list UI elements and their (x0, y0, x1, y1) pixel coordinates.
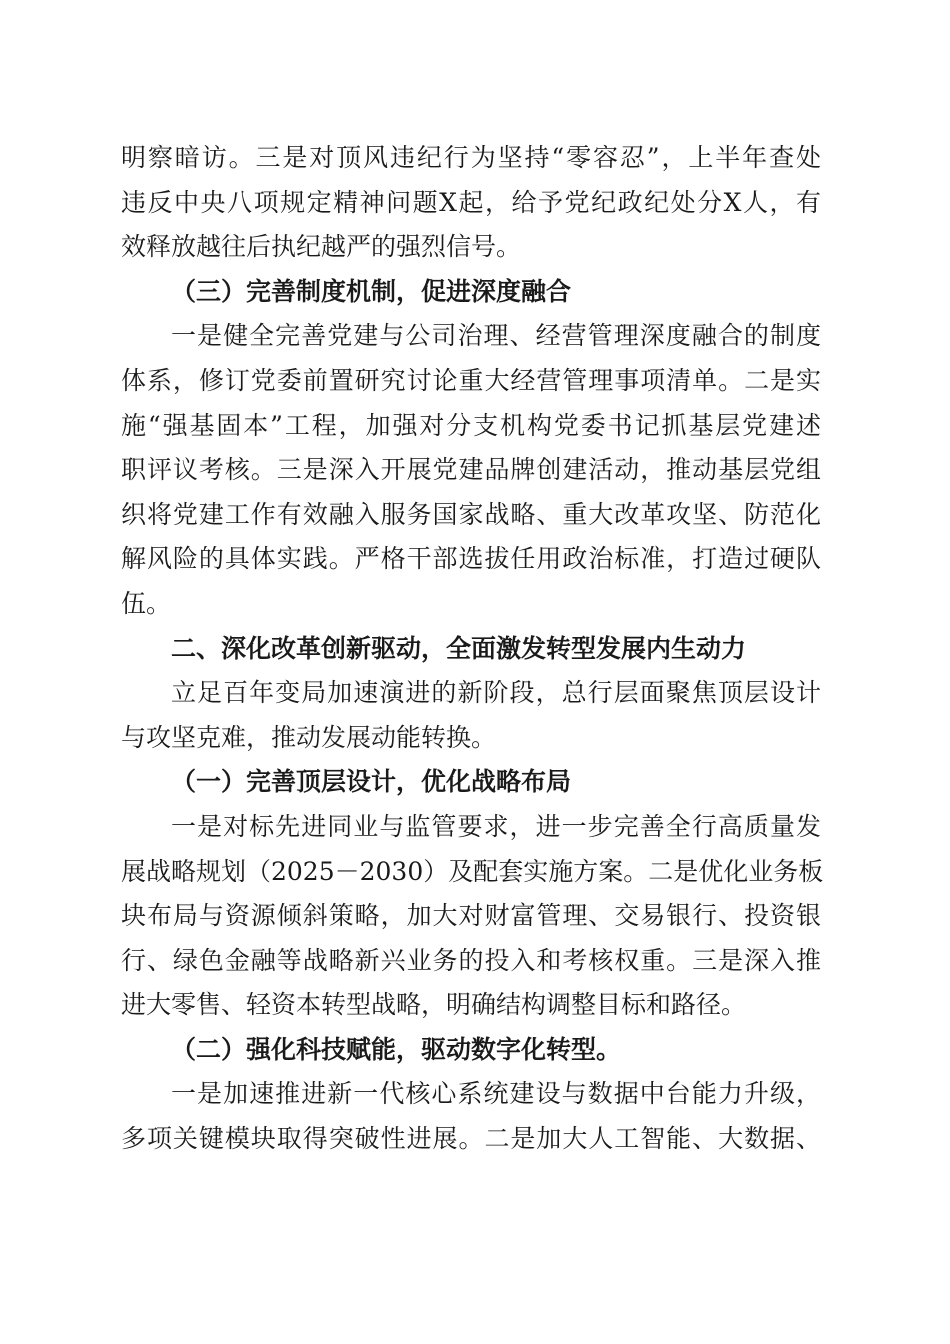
paragraph-line: 一是对标先进同业与监管要求，进一步完善全行高质量发 (171, 811, 821, 841)
paragraph-line: 明察暗访。三是对顶风违纪行为坚持“零容忍”，上半年查处 (121, 143, 821, 172)
paragraph-line: 施“强基固本”工程，加强对分支机构党委书记抓基层党建述 (121, 410, 821, 440)
paragraph-line: 进大零售、轻资本转型战略，明确结构调整目标和路径。 (121, 990, 747, 1020)
paragraph-line: 效释放越往后执纪越严的强烈信号。 (121, 232, 522, 262)
paragraph-line: 一是加速推进新一代核心系统建设与数据中台能力升级， (171, 1079, 821, 1109)
paragraph-line: 立足百年变局加速演进的新阶段，总行层面聚焦顶层设计 (171, 678, 821, 708)
document-body (121, 136, 824, 1162)
paragraph-line: 展战略规划（2025－2030）及配套实施方案。二是优化业务板 (121, 856, 824, 886)
paragraph-line: 职评议考核。三是深入开展党建品牌创建活动，推动基层党组 (121, 455, 821, 485)
paragraph-line: 行、绿色金融等战略新兴业务的投入和考核权重。三是深入推 (121, 945, 821, 975)
paragraph-line: 解风险的具体实践。严格干部选拔任用政治标准，打造过硬队 (121, 544, 821, 574)
section-heading: （一）完善顶层设计，优化战略布局 (171, 767, 572, 797)
paragraph-line: 一是健全完善党建与公司治理、经营管理深度融合的制度 (171, 321, 821, 351)
paragraph-line: 织将党建工作有效融入服务国家战略、重大改革攻坚、防范化 (121, 499, 821, 529)
section-heading: （三）完善制度机制，促进深度融合 (171, 276, 572, 306)
section-heading: （二）强化科技赋能，驱动数字化转型。 (171, 1034, 622, 1064)
paragraph-line: 体系，修订党委前置研究讨论重大经营管理事项清单。二是实 (121, 365, 821, 395)
paragraph-line: 违反中央八项规定精神问题X起，给予党纪政纪处分X人，有 (121, 187, 821, 217)
chapter-heading: 二、深化改革创新驱动，全面激发转型发展内生动力 (171, 633, 747, 663)
paragraph-line: 伍。 (121, 588, 172, 618)
paragraph-line: 与攻坚克难，推动发展动能转换。 (121, 722, 497, 752)
paragraph-line: 块布局与资源倾斜策略，加大对财富管理、交易银行、投资银 (121, 901, 821, 931)
paragraph-line: 多项关键模块取得突破性进展。二是加大人工智能、大数据、 (121, 1124, 821, 1154)
